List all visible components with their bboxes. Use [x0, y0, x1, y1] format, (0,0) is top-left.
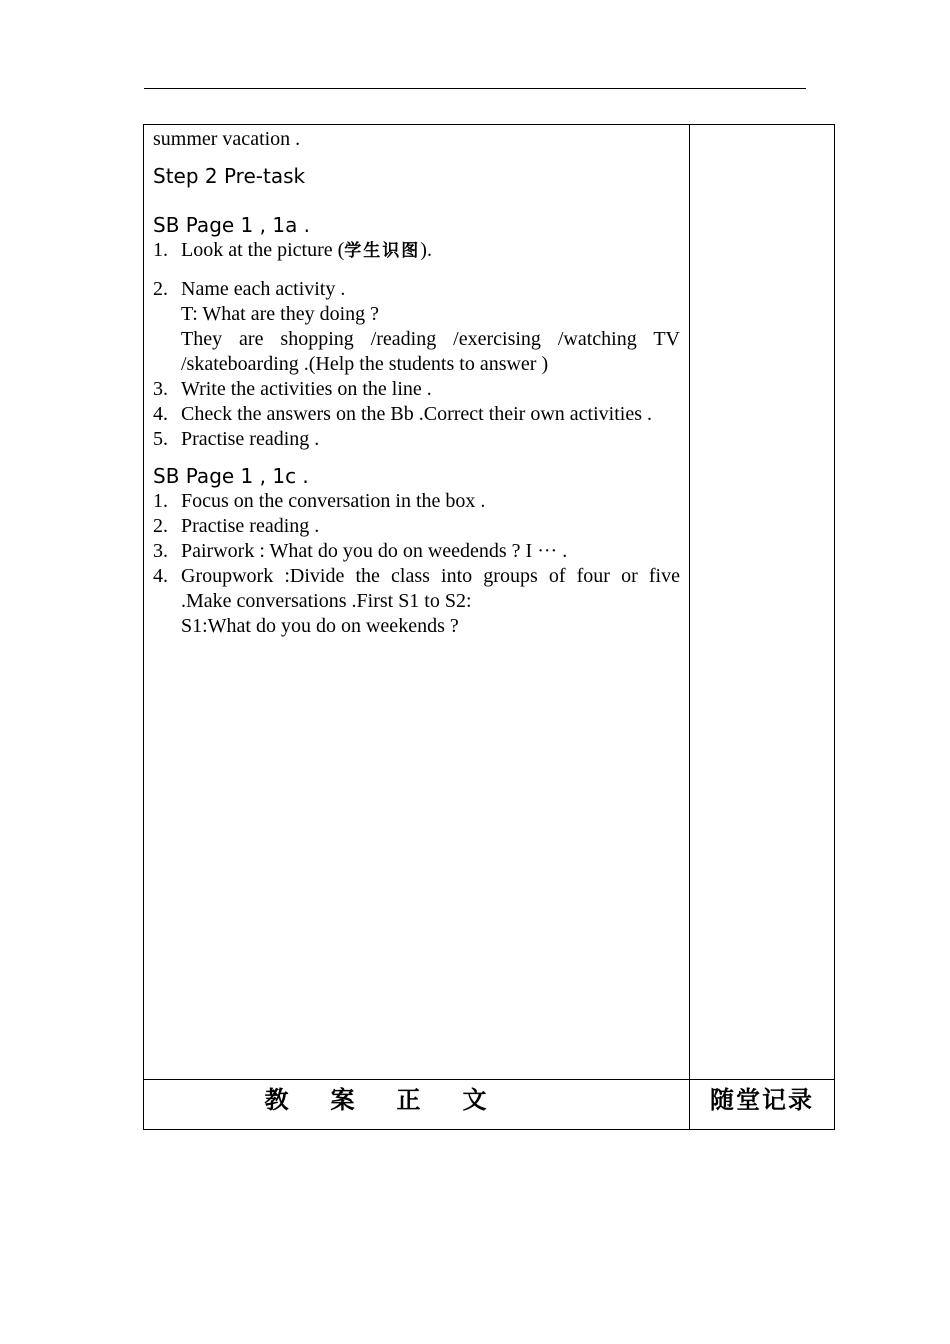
item-number: 2. — [153, 515, 168, 537]
lesson-content — [144, 125, 689, 639]
list-item — [153, 564, 680, 639]
item-cjk-note: 学生识图 — [344, 241, 421, 261]
section-1a-heading: SB Page 1 , 1a . — [153, 213, 311, 237]
item-text — [181, 238, 680, 264]
item-number: 4. — [153, 565, 168, 587]
item-number: 4. — [153, 403, 168, 425]
list-item — [153, 377, 680, 402]
item-text: Write the activities on the line . — [181, 378, 432, 400]
item-line: S1:What do you do on weekends ? — [181, 615, 459, 637]
list-item — [153, 489, 680, 514]
item-line: Look at the picture ( — [181, 239, 345, 261]
header-rule — [144, 88, 806, 89]
footer-main-cell — [144, 1080, 690, 1130]
item-number: 1. — [153, 239, 168, 261]
footer-main-label: 教案正文 — [264, 1086, 529, 1114]
lesson-content-cell — [144, 125, 690, 1080]
item-number: 5. — [153, 428, 168, 450]
item-text: Check the answers on the Bb .Correct their own activities . — [181, 403, 652, 425]
item-line: Groupwork :Divide the class into groups of four or five .Make conversations .First S1 to S2: — [181, 565, 680, 612]
continuation-text: summer vacation . — [153, 128, 301, 150]
list-item — [153, 514, 680, 539]
item-line: Name each activity . — [181, 278, 346, 300]
lesson-plan-table — [143, 124, 835, 1130]
item-number: 3. — [153, 540, 168, 562]
notes-cell — [690, 125, 835, 1080]
item-text — [181, 277, 680, 377]
item-line-tail: ). — [420, 239, 432, 261]
list-item — [153, 539, 680, 564]
item-number: 3. — [153, 378, 168, 400]
item-text: Pairwork : What do you do on weedends ? I ··· . — [181, 540, 568, 562]
list-item — [153, 277, 680, 377]
item-line: T: What are they doing ? — [181, 303, 380, 325]
footer-side-label: 随堂记录 — [710, 1086, 814, 1114]
item-line: They are shopping /reading /exercising /watching TV /skateboarding .(Help the students to answer ) — [181, 328, 680, 375]
item-text: Practise reading . — [181, 428, 320, 450]
section-1c-list — [153, 489, 680, 639]
item-text: Focus on the conversation in the box . — [181, 490, 486, 512]
item-number: 1. — [153, 490, 168, 512]
list-item — [153, 238, 680, 264]
list-item — [153, 427, 680, 452]
item-text: Practise reading . — [181, 515, 320, 537]
item-number: 2. — [153, 278, 168, 300]
footer-side-cell — [690, 1080, 835, 1130]
list-item — [153, 402, 680, 427]
section-1a-list — [153, 238, 680, 452]
item-text — [181, 564, 680, 639]
step-heading: Step 2 Pre-task — [153, 164, 306, 188]
section-1c-heading: SB Page 1 , 1c . — [153, 464, 309, 488]
